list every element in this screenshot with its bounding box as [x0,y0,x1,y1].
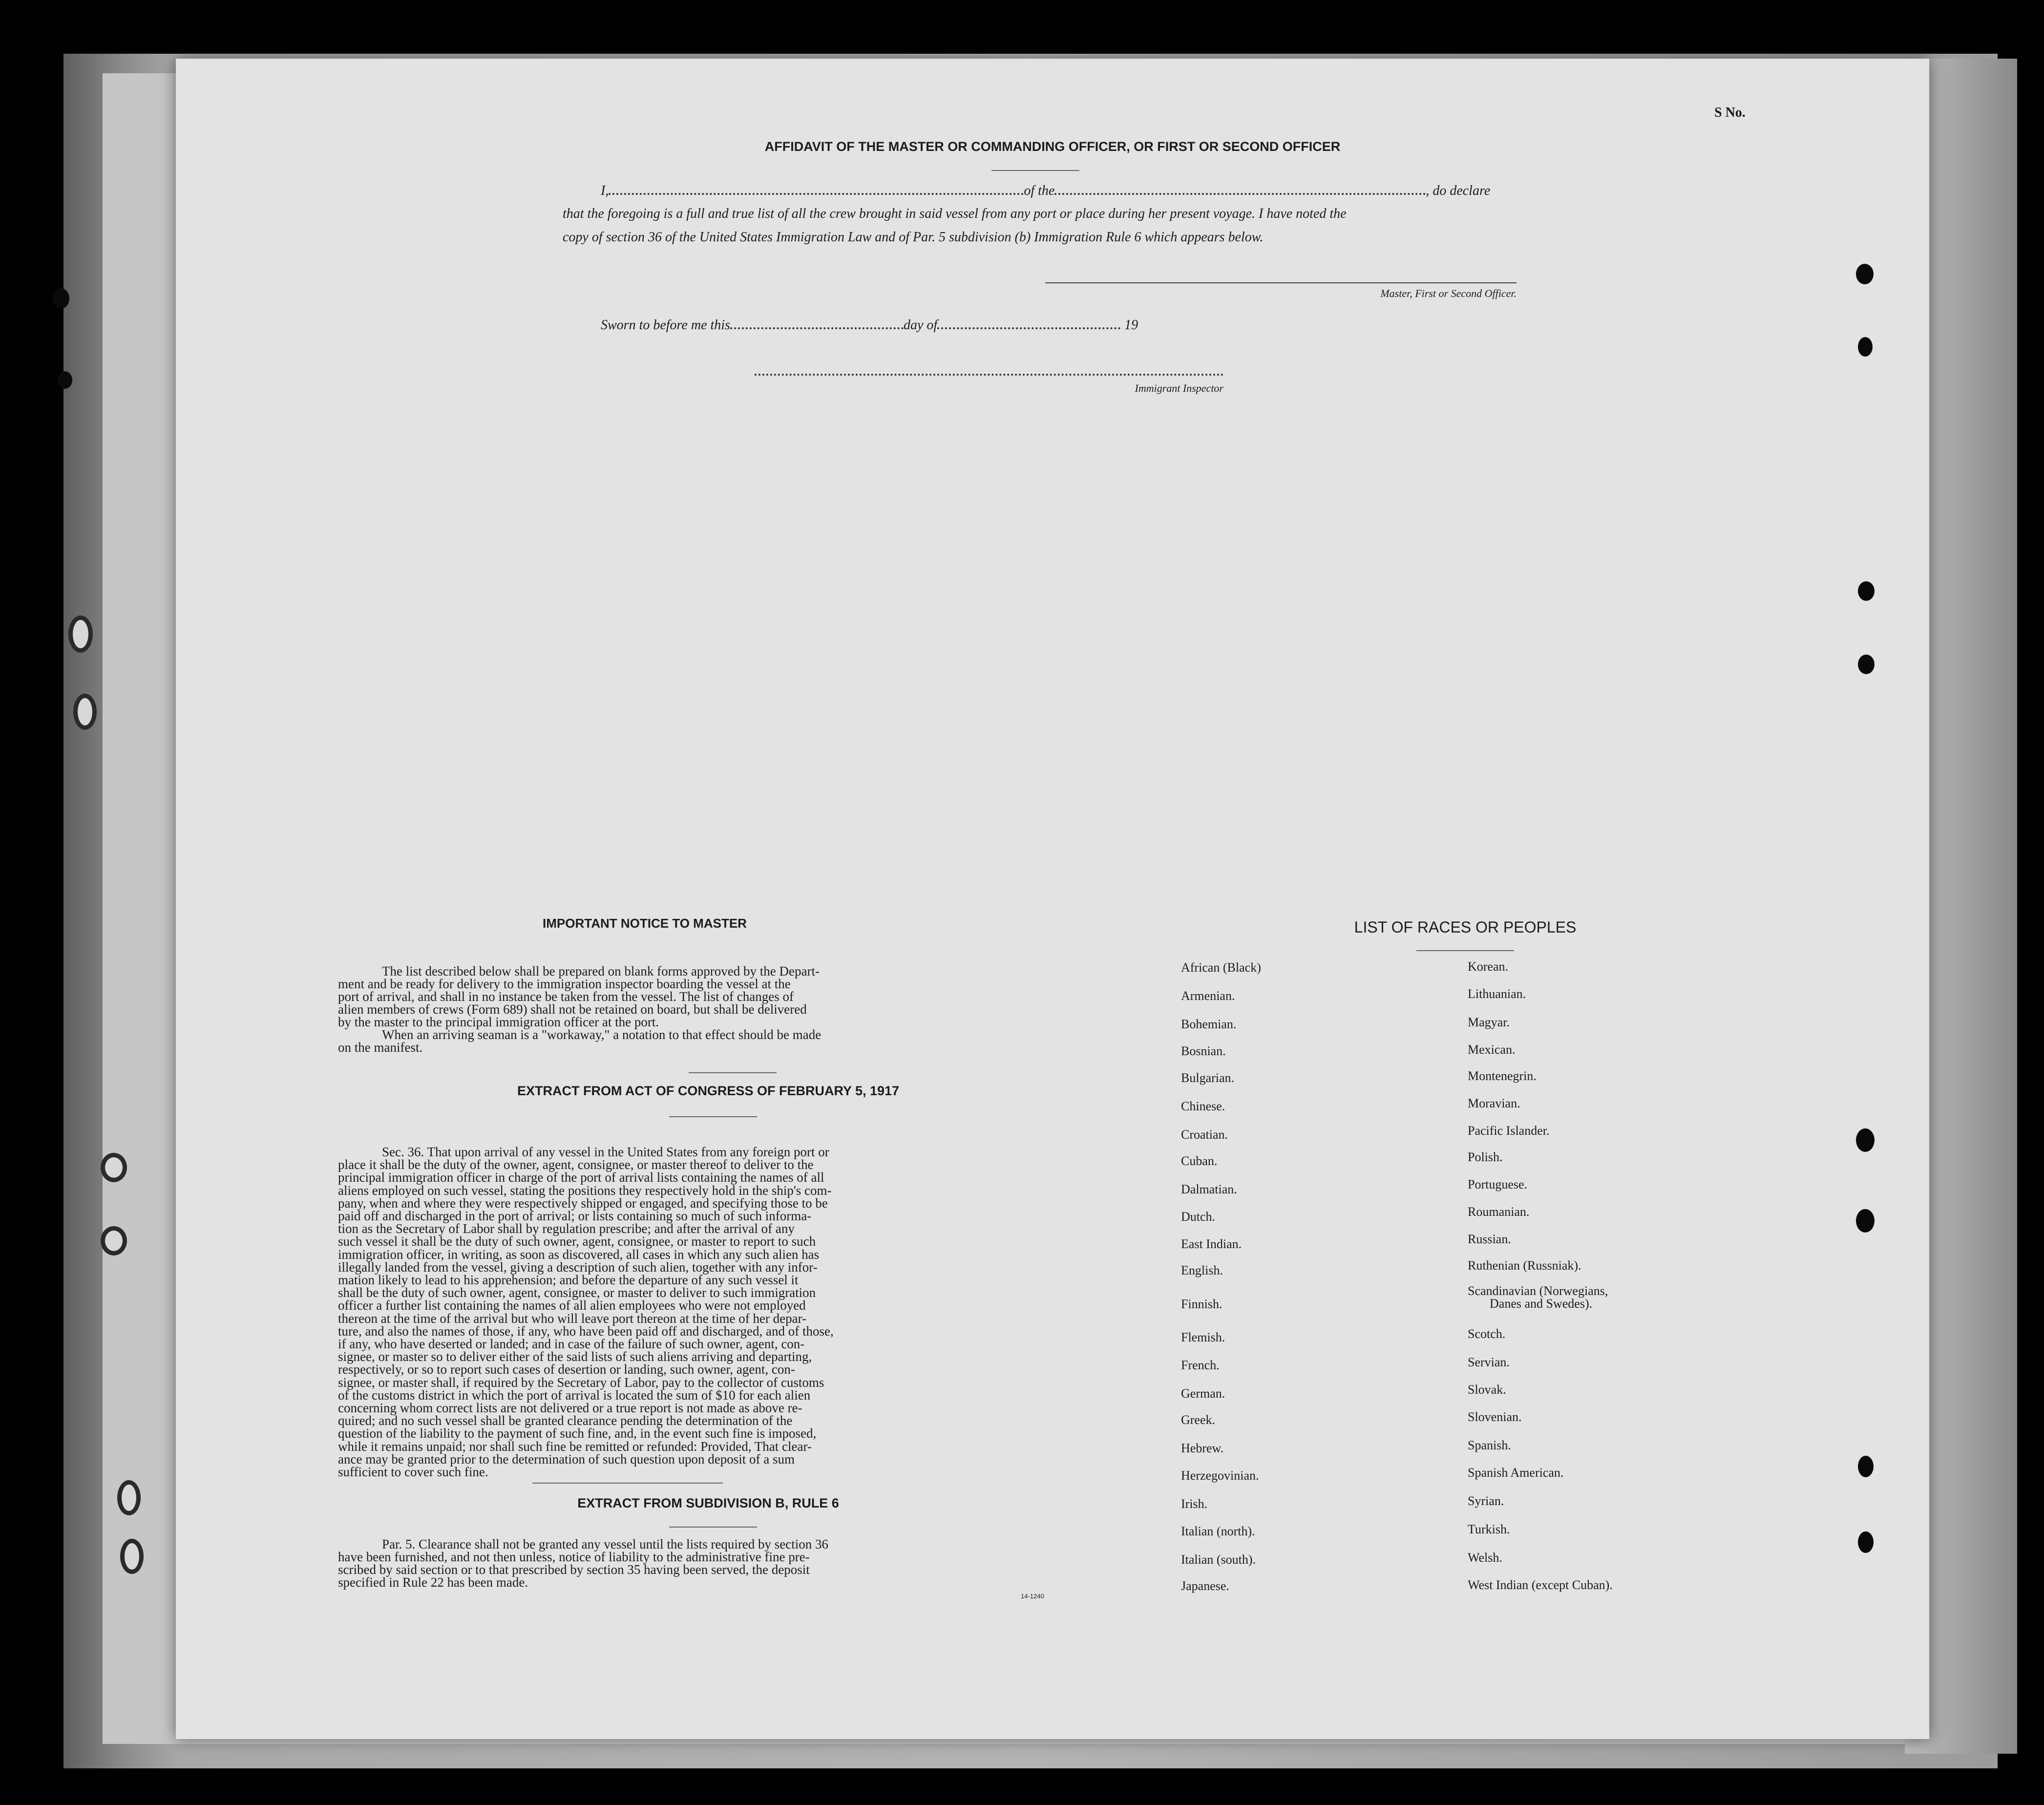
divider [669,1116,757,1117]
race-item: Spanish American. [1468,1465,1564,1480]
sworn-label: Sworn to before me this [601,318,730,333]
i-label: I, [601,183,609,198]
act-line: paid off and discharged in the port of arrival; or lists containing so much of such informa- [338,1209,812,1224]
act-line: officer a further list containing the names of all alien employees who were not employed [338,1298,806,1313]
punch-hole [1858,1456,1874,1477]
act-line: aliens employed on such vessel, stating the positions they respectively hold in the ship's com- [338,1183,832,1198]
affidavit-line-1 [601,183,1553,199]
race-item: Croatian. [1181,1127,1228,1142]
race-item: Roumanian. [1468,1205,1530,1219]
act-line: such vessel it shall be the duty of such owner, agent, consignee, or master to report to such [338,1234,816,1249]
punch-hole [101,1153,127,1182]
act-line: of the customs district in which the port of arrival is located the sum of $10 for each alien [338,1387,811,1402]
race-item: Italian (north). [1181,1524,1255,1538]
race-item: Bulgarian. [1181,1071,1235,1085]
race-item: Turkish. [1468,1522,1510,1536]
rule6-text [338,1538,1093,1589]
notice-line: on the manifest. [338,1040,423,1055]
race-item: Portuguese. [1468,1177,1528,1191]
race-item: Polish. [1468,1150,1503,1164]
punch-hole [1856,1128,1875,1152]
notice-line: alien members of crews (Form 689) shall not be retained on board, but shall be delivered [338,1002,807,1017]
race-item: Welsh. [1468,1550,1502,1565]
vessel-field[interactable] [1054,193,1426,195]
act-line: while it remains unpaid; nor shall such fine be remitted or refunded: Provided, That clear- [338,1439,812,1454]
inspector-caption: Immigrant Inspector [1135,382,1223,394]
race-item: Montenegrin. [1468,1069,1537,1083]
race-item: Servian. [1468,1355,1510,1369]
act-line: if any, who have deserted or landed; and in case of the failure of such owner, agent, con- [338,1337,805,1352]
punch-hole [73,694,97,730]
race-item: Magyar. [1468,1015,1510,1029]
race-item: Finnish. [1181,1297,1222,1311]
rule6-heading: EXTRACT FROM SUBDIVISION B, RULE 6 [577,1496,839,1510]
race-item: Chinese. [1181,1099,1225,1113]
act-line: place it shall be the duty of the owner, agent, consignee, or master thereof to deliver to the [338,1157,814,1172]
form-page [176,59,1929,1739]
act-line: mation likely to lead to his apprehension; and before the departure of any such vessel it [338,1273,799,1288]
act-line: signee, or master shall, if required by the Secretary of Labor, pay to the collector of customs [338,1375,824,1390]
divider [532,1483,723,1484]
race-item: East Indian. [1181,1237,1242,1251]
affidavit-line-3: copy of section 36 of the United States Immigration Law and of Par. 5 subdivision (b) Immigration Rule 6 which appears below. [563,230,1264,245]
race-item: English. [1181,1263,1223,1277]
notice-line: ment and be ready for delivery to the immigration inspector boarding the vessel at the [338,977,791,991]
sworn-month-field[interactable] [937,327,1120,329]
race-item: Dutch. [1181,1210,1216,1224]
notice-line: The list described below shall be prepared on blank forms approved by the Depart- [382,964,820,978]
act-line: signee, or master so to deliver either of the said lists of such aliens arriving and departing, [338,1349,812,1364]
act-line: ture, and also the names of those, if any, who have been paid off and discharged, and of those, [338,1323,834,1338]
sworn-day-field[interactable] [730,327,904,329]
day-of-label: day of [903,318,938,333]
punch-hole [1858,655,1875,674]
race-item: Mexican. [1468,1042,1516,1057]
race-item: Ruthenian (Russniak). [1468,1258,1581,1273]
race-item: African (Black) [1181,960,1261,975]
master-signature-line[interactable] [1045,282,1517,283]
race-item: Bohemian. [1181,1017,1237,1031]
race-item: Greek. [1181,1413,1216,1427]
act-line: tion as the Secretary of Labor shall by regulation prescribe; and after the arrival of any [338,1221,795,1236]
affidavit-heading: AFFIDAVIT OF THE MASTER OR COMMANDING OFFICER, OR FIRST OR SECOND OFFICER [764,139,1341,154]
punch-hole [117,1480,141,1515]
act-line: shall be the duty of such owner, agent, consignee, or master to deliver to such immigration [338,1285,816,1300]
sworn-line [601,318,1138,333]
name-field[interactable] [609,193,1024,195]
race-item: Armenian. [1181,989,1235,1003]
punch-hole [120,1539,144,1574]
rule6-line: have been furnished, and not then unless, notice of liability to the administrative fine pre- [338,1550,810,1564]
notice-line: When an arriving seaman is a "workaway," a notation to that effect should be made [382,1027,822,1042]
race-item: West Indian (except Cuban). [1468,1578,1613,1592]
of-the-label: of the [1024,183,1055,198]
year-label: 19 [1124,318,1138,333]
act-line: principal immigration officer in charge of the port of arrival lists containing the names of all [338,1170,824,1185]
race-item: Italian (south). [1181,1552,1256,1567]
act-line: thereon at the time of the arrival but who will leave port thereon at the time of her depar- [338,1311,807,1326]
race-item: Cuban. [1181,1154,1218,1168]
punch-hole [1858,1531,1874,1553]
divider [689,1072,777,1073]
form-code: 14-1240 [1021,1593,1044,1600]
race-item-continued: Danes and Swedes). [1490,1296,1593,1311]
act-line: concerning whom correct lists are not delivered or a true report is not made as above re- [338,1401,802,1416]
act-line: quired; and no such vessel shall be granted clearance pending the determination of the [338,1413,793,1428]
race-item: Pacific Islander. [1468,1124,1550,1138]
act-line: question of the liability to the payment of such fine, and, in the event such fine is imposed, [338,1426,817,1441]
inspector-signature-line[interactable] [755,374,1223,376]
notice-heading: IMPORTANT NOTICE TO MASTER [543,916,747,931]
race-item: Dalmatian. [1181,1182,1237,1196]
act-line: ance may be granted prior to the determination of such question upon deposit of a sum [338,1451,795,1466]
races-heading: LIST OF RACES OR PEOPLES [1354,918,1577,936]
race-item: Japanese. [1181,1579,1229,1593]
race-item: French. [1181,1358,1220,1372]
race-item: Slovak. [1468,1382,1506,1397]
race-item: Flemish. [1181,1330,1225,1344]
race-item: Scotch. [1468,1327,1506,1341]
do-declare-label: , do declare [1426,183,1491,198]
punch-hole [53,288,69,309]
race-item: Spanish. [1468,1438,1511,1452]
race-item: Scandinavian (Norwegians, [1468,1284,1608,1298]
divider [1416,950,1514,951]
race-item: Lithuanian. [1468,987,1526,1001]
rule6-line: Par. 5. Clearance shall not be granted any vessel until the lists required by section 36 [382,1537,829,1551]
punch-hole [1856,1209,1875,1232]
rule6-line: scribed by said section or to that prescribed by section 35 having been served, the deposit [338,1562,810,1577]
divider [991,170,1079,171]
race-item: Moravian. [1468,1096,1520,1110]
act-line: respectively, or so to report such cases of desertion or landing, such owner, agent, con- [338,1362,795,1377]
race-item: Hebrew. [1181,1441,1224,1455]
punch-hole [101,1226,127,1255]
notice-line: by the master to the principal immigration officer at the port. [338,1015,659,1029]
race-item: Bosnian. [1181,1044,1226,1058]
punch-hole [58,371,72,389]
act-line: pany, when and where they were respectively shipped or engaged, and specifying those to be [338,1195,828,1210]
race-item: Irish. [1181,1497,1208,1511]
act-text [338,1146,1093,1478]
punch-hole [1856,264,1874,284]
rule6-line: specified in Rule 22 has been made. [338,1575,528,1590]
race-item: German. [1181,1386,1225,1401]
divider [669,1527,757,1528]
punch-hole [1858,337,1873,357]
race-item: Slovenian. [1468,1410,1522,1424]
act-line: immigration officer, in writing, as soon as discovered, all cases in which any such alien has [338,1247,820,1262]
race-item: Herzegovinian. [1181,1468,1259,1483]
race-item: Korean. [1468,959,1509,974]
notice-line: port of arrival, and shall in no instance be taken from the vessel. The list of changes of [338,989,794,1004]
act-line: illegally landed from the vessel, giving a description of such alien, together with any infor- [338,1259,818,1274]
act-line: Sec. 36. That upon arrival of any vessel in the United States from any foreign port or [382,1145,829,1159]
act-heading: EXTRACT FROM ACT OF CONGRESS OF FEBRUARY 5, 1917 [517,1083,900,1098]
punch-hole [68,616,93,653]
race-item: Syrian. [1468,1494,1504,1508]
affidavit-line-2: that the foregoing is a full and true list of all the crew brought in said vessel from any port or place during her present voyage. I have noted the [563,206,1347,221]
punch-hole [1858,581,1875,601]
corner-mark: S No. [1714,105,1746,120]
notice-text [338,965,1093,1054]
act-line: sufficient to cover such fine. [338,1465,488,1480]
race-item: Russian. [1468,1232,1511,1246]
master-caption: Master, First or Second Officer. [1380,287,1517,299]
